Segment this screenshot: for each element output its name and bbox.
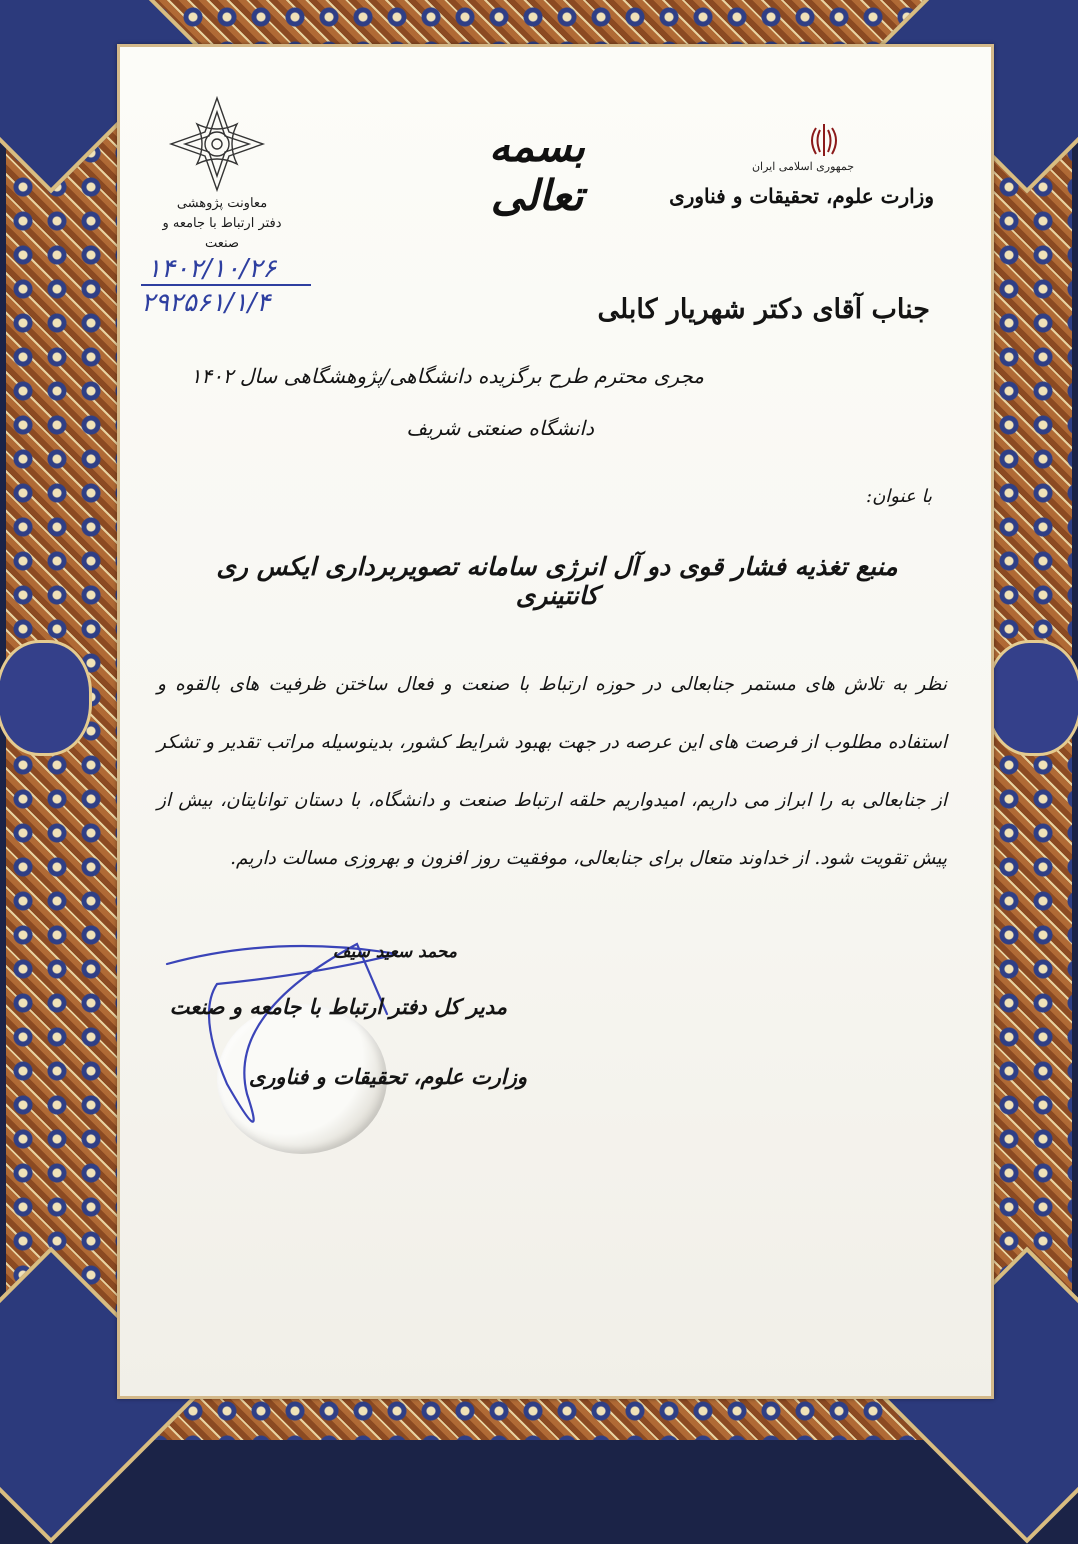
letter-body: نظر به تلاش های مستمر جنابعالی در حوزه ارتباط با صنعت و فعال ساختن ظرفیت های بالقوه و استفاده مطلوب از فرصت های این عرصه در جهت بهبود شرایط کشور، بدینوسیله مراتب تقدیر و تشکر از جنابعالی به را ابراز می داریم، امیدواریم حلقه ارتباط صنعت و دانشگاه، با دستان توانایتان، بیش از پیش تقویت شود. از خداوند متعال برای جنابعالی، موفقیت روز افزون و بهروزی مسالت داریم. (157, 674, 947, 869)
recipient-role: مجری محترم طرح برگزیده دانشگاهی/پژوهشگاهی سال ۱۴۰۲ (190, 364, 704, 388)
signatory-name: محمد سعید سیف (332, 942, 457, 962)
letter-paper (117, 44, 994, 1399)
handwritten-date: ۱۴۰۲/۱۰/۲۶ (147, 254, 277, 284)
bismillah-calligraphy: بسمه تعالی (489, 122, 585, 220)
handwritten-letter-number: ۲۹۲۵۶۱/۱/۴ (141, 284, 311, 318)
department-line: معاونت پژوهشی (176, 196, 268, 211)
recipient-university: دانشگاه صنعتی شریف (406, 416, 594, 440)
subject-label: با عنوان: (866, 486, 932, 507)
iran-emblem-icon (804, 120, 844, 160)
office-line: دفتر ارتباط با جامعه و صنعت (162, 216, 282, 251)
signature-block (157, 894, 527, 1224)
ministry-name: وزارت علوم، تحقیقات و فناوری (669, 184, 934, 208)
frame-side-medallion (986, 640, 1078, 756)
signatory-title: مدیر کل دفتر ارتباط با جامعه و صنعت (169, 994, 507, 1019)
frame-side-medallion (0, 640, 92, 756)
ornamental-logo-icon (167, 94, 267, 194)
addressee: جناب آقای دکتر شهریار کابلی (597, 294, 930, 325)
project-subject: منبع تغذیه فشار قوی دو آل انرژی سامانه تصویربرداری ایکس ری کانتینری (216, 552, 898, 610)
emblem-caption: جمهوری اسلامی ایران (751, 160, 854, 173)
signatory-organization: وزارت علوم، تحقیقات و فناوری (248, 1064, 527, 1089)
department-header (147, 194, 297, 254)
